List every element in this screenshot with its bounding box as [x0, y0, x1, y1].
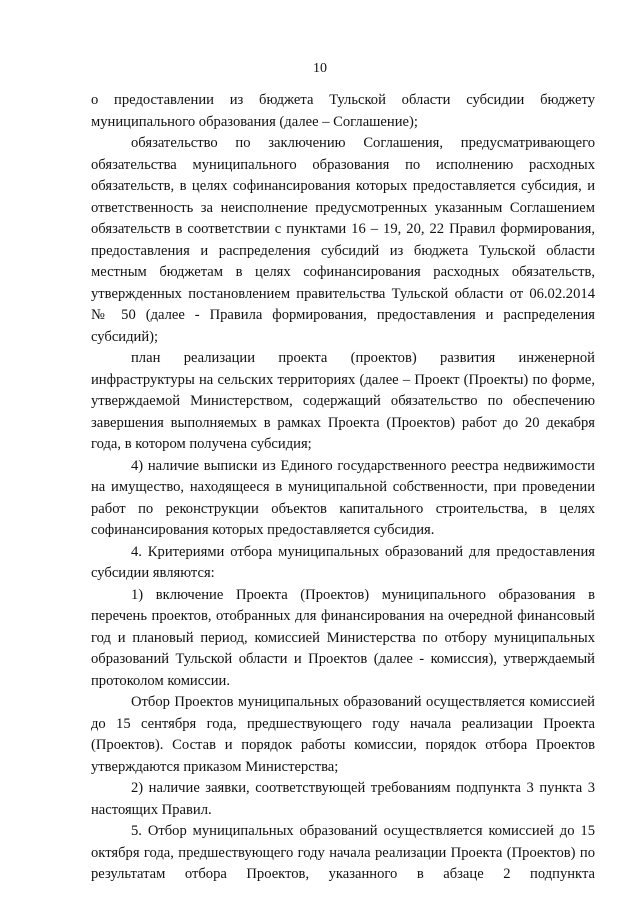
paragraph-agreement-ending: о предоставлении из бюджета Тульской области субсидии бюджету муниципального образования (далее – Соглашение);	[91, 92, 595, 130]
paragraph-criteria-heading: 4. Критериями отбора муниципальных образований для предоставления субсидии являются:	[91, 543, 595, 581]
paragraph-registry-extract: 4) наличие выписки из Единого государственного реестра недвижимости на имущество, находящееся в муниципальной собственности, при проведении работ по реконструкции объектов капитального строительства, в целях софинансирования которых предоставляется субсидия.	[91, 457, 595, 538]
paragraph-point-5: 5. Отбор муниципальных образований осуществляется комиссией до 15 октября года, предшествующего году начала реализации Проекта (Проектов) по результатам отбора Проектов, указанного в абзаце 2 подпункта	[91, 823, 595, 882]
paragraph-project-plan: план реализации проекта (проектов) развития инженерной инфраструктуры на сельских территориях (далее – Проект (Проекты) по форме, утверждаемой Министерством, содержащий обязательство по обеспечению завершения выполняемых в рамках Проекта (Проектов) работ до 20 декабря года, в котором получена субсидия;	[91, 350, 595, 452]
paragraph-criterion-1: 1) включение Проекта (Проектов) муниципального образования в перечень проектов, отобранных для финансирования на очередной финансовый год и плановый период, комиссией Министерства по отбору муниципальных образований Тульской области и Проектов (далее - комиссия), утверждаемый протоколом комиссии.	[91, 586, 595, 689]
page-number: 10	[313, 61, 327, 76]
document-body	[91, 90, 595, 886]
paragraph-criterion-2: 2) наличие заявки, соответствующей требованиям подпункта 3 пункта 3 настоящих Правил.	[91, 780, 595, 818]
paragraph-selection-procedure: Отбор Проектов муниципальных образований осуществляется комиссией до 15 сентября года, предшествующего году начала реализации Проекта (Проектов). Состав и порядок работы комиссии, порядок отбора Проектов утверждаются приказом Министерства;	[91, 694, 595, 775]
paragraph-obligation: обязательство по заключению Соглашения, предусматривающего обязательства муниципального образования по исполнению расходных обязательств, в целях софинансирования которых предоставляется субсидия, и ответственность за неисполнение предусмотренных указанным Соглашением обязательств в соответствии с пунктами 16 – 19, 20, 22 Правил формирования, предоставления и распределения субсидий из бюджета Тульской области местным бюджетам в целях софинансирования расходных обязательств, утвержденных постановлением правительства Тульской области от 06.02.2014 № 50 (далее - Правила формирования, предоставления и распределения субсидий);	[91, 135, 595, 345]
